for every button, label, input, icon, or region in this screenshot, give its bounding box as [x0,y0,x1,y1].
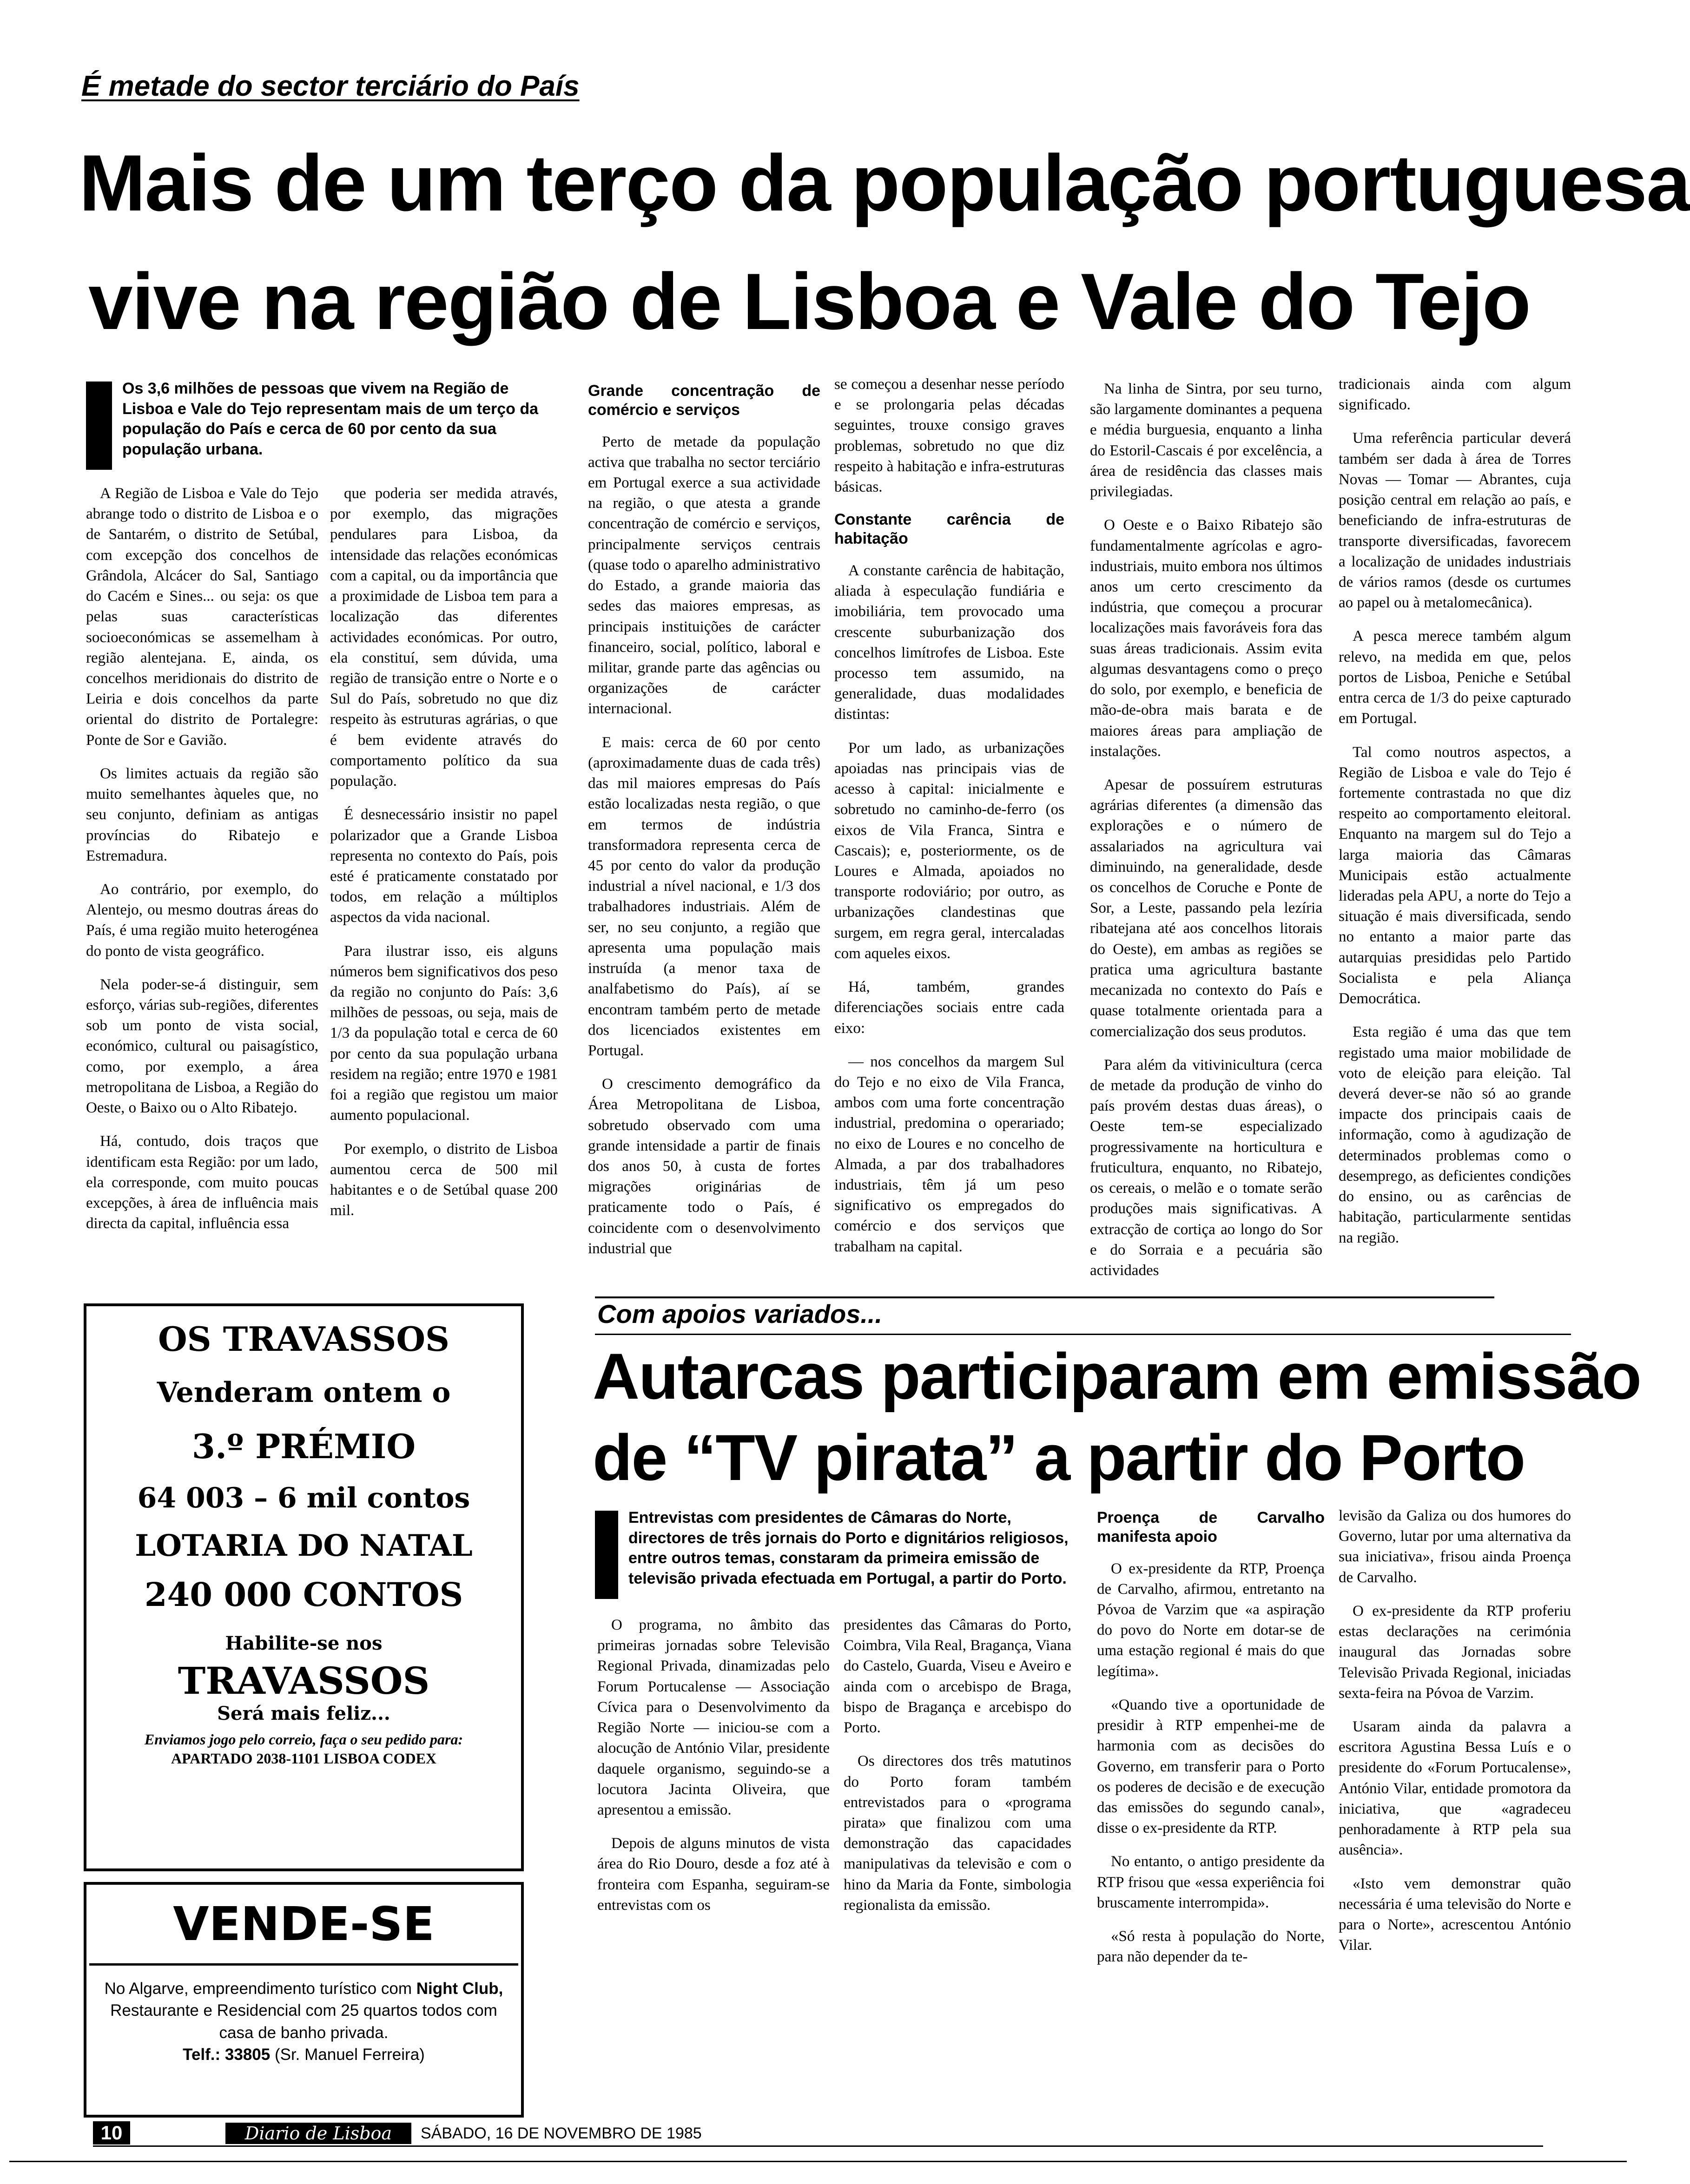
paragraph: Tal como noutros aspectos, a Região de Lisboa e vale do Tejo é fortemente contrastada no que diz respeito ao comportamento eleitoral. Enquanto na margem sul do Tejo a larga maioria das Câmaras Municipais estão actualmente lideradas pela APU, a norte do Tejo a situação é mais diversificada, sendo no entanto a maior parte das autarquias presididas pelo Partido Socialista e pela Aliança Democrática. [1339,743,1571,1007]
ad-divider [89,1963,518,1966]
ad-text: No Algarve, empreendimento turístico com [104,1980,416,1998]
article2-col1 [597,1615,830,2091]
article1-col5 [1090,379,1322,1279]
ad-prize: 3.º PRÉMIO [191,1427,416,1466]
ad-line: Enviamos jogo pelo correio, faça o seu pedido para: [144,1731,463,1748]
paragraph: Nela poder-se-á distinguir, sem esforço, várias sub-regiões, diferentes sob um ponto de vista social, económico, cultural ou paisagístico, como, por exemplo, a área metropolitana de Lisboa, a Região do Oeste, o Baixo ou o Alto Ribatejo. [86,976,318,1117]
page-bottom-rule [9,2161,1627,2162]
paragraph: Usaram ainda da palavra a escritora Agustina Bessa Luís e o presidente do «Forum Portucalense», António Vilar, entidade promotora da iniciativa, que «agradeceu penhoradamente à RTP pela sua ausência». [1339,1718,1571,1859]
ad-text: Restaurante e Residencial com 25 quartos todos com casa de banho privada. [110,2001,497,2042]
subheading: Proença de Carvalho manifesta apoio [1097,1509,1325,1546]
article1-headline-line2: vive na região de Lisboa e Vale do Tejo [88,257,1530,346]
article2-headline-line1: Autarcas participaram em emissão [593,1340,1641,1413]
paragraph: Para ilustrar isso, eis alguns números bem significativos dos peso da região no conjunto do País: 3,6 milhões de pessoas, ou seja, mais de 1/3 da população total e cerca de 60 por cento da sua população urbana residem na região; entre 1970 e 1981 foi a região que registou um maior aumento populacional. [330,942,558,1124]
paragraph: E mais: cerca de 60 por cento (aproximadamente duas de cada três) das mil maiores empresas do País estão localizadas nesta região, o que em termos de indústria transformadora representa cerca de 45 por cento do valor da produção industrial a nível nacional, e 1/3 dos trabalhadores industriais. Além de ser, no seu conjunto, a região que apresenta uma população mais instruída (a menor taxa de analfabetismo do País), aí se encontram também perto de metade dos licenciados existentes em Portugal. [588,734,820,1059]
paragraph: que poderia ser medida através, por exemplo, das migrações pendulares para Lisboa, da intensidade das relações económicas com a capital, ou da importância que a proximidade de Lisboa tem para a localização das diferentes actividades económicas. Por outro, ela constituí, sem dúvida, uma região de transição entre o Norte e o Sul do País, sobretudo no que diz respeito às estruturas agrárias, o que é bem evidente através do comportamento político da sua população. [330,485,558,790]
ad-contact: (Sr. Manuel Ferreira) [270,2045,425,2064]
article2-col4 [1339,1506,1571,2091]
subheading: Grande concentração de comércio e serviços [588,382,820,419]
paragraph: levisão da Galiza ou dos humores do Governo, lutar por uma alternativa da sua iniciativa», frisou ainda Proença de Carvalho. [1339,1507,1571,1586]
article2-lead-text: Entrevistas com presidentes de Câmaras do Norte, directores de três jornais do Porto e dignitários religiosos, entre outros temas, constaram da primeira emissão de televisão privada efectuada em Portugal, a partir do Porto. [628,1509,1069,1587]
ad-phone: Telf.: 33805 [183,2045,271,2064]
paragraph: Esta região é uma das que tem registado uma maior mobilidade de voto de eleição para eleição. Tal deverá dever-se não só ao grande impacte dos principais caais de informação, como à agudização de determinados problemas como o desemprego, as deficientes condições do ensino, ou as carências de habitação, particularmente sentidas na região. [1339,1024,1571,1246]
paragraph: Para além da vitivinicultura (cerca de metade da produção de vinho do país provém destas duas áreas), o Oeste tem-se especializado progressivamente na horticultura e fruticultura, enquanto, no Ribatejo, os cereais, o melão e o tomate serão produções mais significativas. A extracção de cortiça ao longo do Sor e do Sorraia e a pecuária são actividades [1090,1056,1322,1279]
article2-lead [595,1508,1069,1599]
paragraph: Há, também, grandes diferenciações sociais entre cada eixo: [834,979,1064,1037]
ad-line: LOTARIA DO NATAL [135,1528,473,1563]
paragraph: «Quando tive a oportunidade de presidir à RTP empenhei-me de harmonia com as decisões do Governo, em transferir para o Porto os poderes de decisão e de execução das emissões do segundo canal», disse o ex-presidente da RTP. [1097,1696,1325,1837]
paragraph: A constante carência de habitação, aliada à especulação fundiária e imobiliária, tem provocado uma crescente suburbanização dos concelhos limítrofes de Lisboa. Este processo tem assumido, na generalidade, duas modalidades distintas: [834,562,1064,723]
ad-line: 64 003 – 6 mil contos [137,1482,470,1514]
paragraph: Na linha de Sintra, por seu turno, são largamente dominantes a pequena e média burguesia, enquanto a linha do Estoril-Cascais é por excelência, a área de residência das classes mais privilegiadas. [1090,381,1322,500]
paragraph: presidentes das Câmaras do Porto, Coimbra, Vila Real, Bragança, Viana do Castelo, Guarda, Viseu e Aveiro e ainda com o arcebispo de Braga, bispo de Bragança e arcebispo do Porto. [844,1617,1071,1737]
ad-brand: TRAVASSOS [178,1659,430,1703]
paragraph: Por um lado, as urbanizações apoiadas nas principais vias de acesso à capital: inicialmente e sobretudo no caminho-de-ferro (os eixos de Vila Franca, Sintra e Cascais); e, posteriormente, os de Loures e Almada, apoiados no transporte rodoviário; por outro, as urbanizações clandestinas que surgem, em regra geral, intercaladas com aqueles eixos. [834,739,1064,962]
sale-ad [84,1882,524,2118]
paragraph: Depois de alguns minutos de vista área do Rio Douro, desde a foz até à fronteira com Espanha, seguiram-se entrevistas com os [597,1835,830,1914]
ad-title: VENDE-SE [173,1897,435,1951]
paragraph: Há, contudo, dois traços que identificam esta Região: por um lado, ela corresponde, com muito poucas excepções, à área de influência mais directa da capital, influência essa [86,1133,318,1232]
article1-lead [86,379,553,470]
paragraph: Os limites actuais da região são muito semelhantes àqueles que, no seu conjunto, definiam as antigas províncias do Ribatejo e Estremadura. [86,765,318,864]
footer-rule [93,2145,1543,2147]
article2-kicker: Com apoios variados... [597,1299,883,1329]
article1-col2 [330,483,558,1264]
ad-line: Habilite-se nos [225,1632,383,1654]
ad-address: APARTADO 2038-1101 LISBOA CODEX [171,1750,437,1767]
article1-col3 [588,379,820,1264]
paragraph: Perto de metade da população activa que trabalha no sector terciário em Portugal exerce a sua actividade na região, o que atesta a grande concentração de comércio e serviços, principalmente serviços centrais (quase todo o aparelho administrativo do Estado, a grande maioria das sedes das maiores empresas, as principais instituições de carácter financeiro, social, político, laboral e militar, grande parte das agências ou organizações de carácter internacional. [588,433,820,717]
paragraph: O Oeste e o Baixo Ribatejo são fundamentalmente agrícolas e agro-industriais, muito embora nos últimos anos um certo crescimento da indústria, que começou a procurar localizações mais favoráveis fora das suas áreas tradicionais. Assim evita algumas desvantagens como o preço do solo, por exemplo, e beneficia de mão-de-obra mais barata e de maiores áreas para ampliação de instalações. [1090,517,1322,760]
paragraph: Ao contrário, por exemplo, do Alentejo, ou mesmo doutras áreas do País, é uma região muito heterogénea do ponto de vista geográfico. [86,881,318,960]
paragraph: «Isto vem demonstrar quão necessária é uma televisão do Norte e para o Norte», acrescentou António Vilar. [1339,1875,1571,1954]
masthead: Diario de Lisboa [225,2123,411,2144]
article1-lead-text: Os 3,6 milhões de pessoas que vivem na Região de Lisboa e Vale do Tejo representam mais de um terço da população do País e cerca de 60 por cento da sua população urbana. [122,380,539,458]
paragraph: A Região de Lisboa e Vale do Tejo abrange todo o distrito de Lisboa e o de Santarém, o distrito de Setúbal, com excepção dos concelhos de Grândola, Alcácer do Sal, Santiago do Cacém e Sines... ou seja: os que pelas suas características socioeconómicas se assemelham à região alentejana. E, ainda, os concelhos meridionais do distrito de Leiria e dois concelhos da parte oriental do distrito de Portalegre: Ponte de Sor e Gavião. [86,485,318,749]
ad-line: Será mais feliz... [217,1703,390,1724]
drop-cap-bar [86,382,112,470]
ad-title: OS TRAVASSOS [158,1319,450,1359]
article2-col3 [1097,1506,1325,2091]
article2-col2 [844,1615,1071,2091]
paragraph: «Só resta à população do Norte, para não depender da te- [1097,1928,1325,1966]
paragraph: Por exemplo, o distrito de Lisboa aumentou cerca de 500 mil habitantes e o de Setúbal quase 200 mil. [330,1140,558,1219]
paragraph: A pesca merece também algum relevo, na medida em que, pelos portos de Lisboa, Peniche e Setúbal entra cerca de 1/3 do peixe capturado em Portugal. [1339,628,1571,727]
issue-date: SÁBADO, 16 DE NOVEMBRO DE 1985 [421,2125,702,2142]
article1-col1 [86,483,318,1264]
paragraph: Uma referência particular deverá também ser dada à área de Torres Novas — Tomar — Abrantes, cuja posição central em relação ao país, e beneficiando de infra-estruturas de transporte diversificadas, favorecem a localização de unidades industriais de vários ramos (desde os curtumes ao papel ou à metalomecânica). [1339,430,1571,612]
paragraph: Os directores dos três matutinos do Porto foram também entrevistados para o «programa pirata» que finalizou com uma demonstração das capacidades manipulativas da televisão e com o hino da Maria da Fonte, simbologia regionalista da emissão. [844,1753,1071,1914]
article1-col4 [834,374,1064,1264]
section-rule [595,1334,1571,1335]
paragraph: tradicionais ainda com algum significado. [1339,376,1571,414]
subheading: Constante carência de habitação [834,511,1064,548]
article1-kicker: É metade do sector terciário do País [81,70,580,102]
section-rule [595,1296,1494,1298]
paragraph: No entanto, o antigo presidente da RTP frisou que «essa experiência foi bruscamente interrompida». [1097,1853,1325,1911]
ad-body [86,1978,521,2066]
page-number: 10 [93,2121,130,2145]
ad-line: Venderam ontem o [157,1376,451,1409]
ad-text-bold: Night Club, [416,1980,503,1998]
paragraph: O programa, no âmbito das primeiras jornadas sobre Televisão Regional Privada, dinamizadas pelo Forum Portucalense — Associação Cívica para o Desenvolvimento da Região Norte — iniciou-se com a alocução de António Vilar, presidente daquele organismo, seguindo-se a locutora Jacinta Oliveira, que apresentou a emissão. [597,1617,830,1818]
lottery-ad [84,1303,524,1871]
paragraph: O crescimento demográfico da Área Metropolitana de Lisboa, sobretudo observado com uma grande intensidade a partir de finais dos anos 50, à custa de fortes migrações originárias de praticamente todo o País, é coincidente com o desenvolvimento industrial que [588,1076,820,1257]
paragraph: O ex-presidente da RTP, Proença de Carvalho, afirmou, entretanto na Póvoa de Varzim que «a aspiração do povo do Norte em dotar-se de uma estação regional é mais do que legítima». [1097,1560,1325,1680]
drop-cap-bar [595,1511,618,1599]
article1-col6 [1339,374,1571,1264]
paragraph: É desnecessário insistir no papel polarizador que a Grande Lisboa representa no contexto do País, pois esté é praticamente constatado por todos, em relação a múltiplos aspectos da vida nacional. [330,806,558,926]
paragraph: O ex-presidente da RTP proferiu estas declarações na cerimónia inaugural das Jornadas sobre Televisão Privada Regional, iniciadas sexta-feira na Póvoa de Varzim. [1339,1602,1571,1702]
ad-amount: 240 000 CONTOS [144,1575,463,1614]
article1-headline-line1: Mais de um terço da população portuguesa [79,138,1690,228]
paragraph: — nos concelhos da margem Sul do Tejo e no eixo de Vila Franca, ambos com uma forte concentração industrial, predomina o operariado; no eixo de Loures e no concelho de Almada, a par dos trabalhadores industriais, têm já um peso significativo os empregados do comércio e dos serviços que trabalham na capital. [834,1053,1064,1255]
paragraph: se começou a desenhar nesse período e se prolongaria pelas décadas seguintes, trouxe consigo graves problemas, sobretudo no que diz respeito à habitação e infra-estruturas básicas. [834,376,1064,496]
article2-headline-line2: de “TV pirata” a partir do Porto [593,1421,1525,1494]
paragraph: Apesar de possuírem estruturas agrárias diferentes (a dimensão das explorações e o número de assalariados na agricultura vai diminuindo, na generalidade, desde os concelhos de Coruche e Ponte de Sor, a Leste, passando pela lezíria ribatejana até aos concelhos litorais do Oeste), em ambas as regiões se pratica uma agricultura bastante mecanizada no contexto do País e quase totalmente orientada para a comercialização dos seus produtos. [1090,776,1322,1040]
